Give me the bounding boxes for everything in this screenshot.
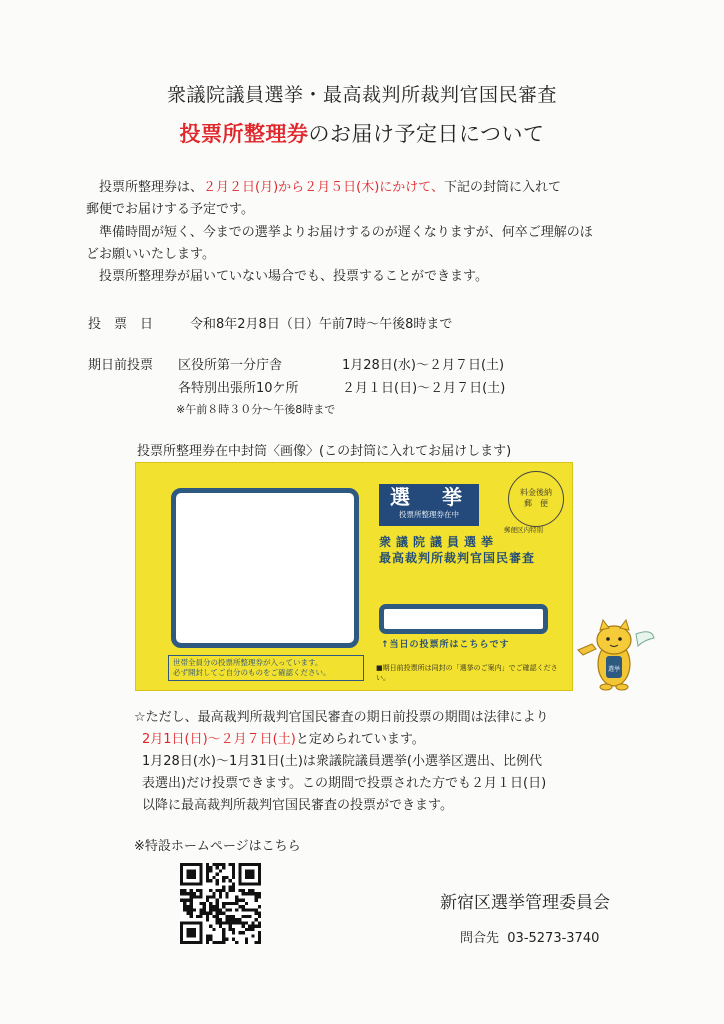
title-highlight: 投票所整理券 [179,122,309,146]
committee-name: 新宿区選挙管理委員会 [440,893,610,913]
envelope-note-line: 世帯全員分の投票所整理券が入っています。 [173,658,323,667]
envelope-window-small [379,604,548,634]
title-rest: のお届け予定日について [308,122,545,146]
envelope-bottom-note: ■期日前投票所は同封の「選挙のご案内」でご確認ください。 [376,664,558,682]
supreme-note-line: ☆ただし、最高裁判所裁判官国民審査の期日前投票の期間は法律により [134,710,549,725]
early-vote-label: 期日前投票 [88,358,154,373]
stamp-text: 料金後納 [520,488,552,497]
title-line-2 [0,118,724,148]
mascot-image [576,612,656,692]
postage-stamp-circle [508,471,564,527]
supreme-review-dates: 2月1日(日)～２月７日(土) [142,732,296,747]
intro-text: 郵便でお届けする予定です。 [86,202,254,217]
envelope-note-box [168,655,364,681]
supreme-court-note [134,707,674,817]
supreme-note-line: 表選出)だけ投票できます。この期間で投票された方でも２月１日(日) [142,776,547,791]
intro-text: 準備時間が短く、今までの選挙よりお届けするのが遅くなりますが、何卒ご理解のほ [99,225,593,240]
vote-day-value: 令和8年2月8日（日）午前7時～午後8時まで [190,317,453,332]
early-vote-location-1: 区役所第一分庁舎 [178,358,283,373]
intro-text: どお願いいたします。 [86,247,215,262]
stamp-subtext: 郵便区内特別 [504,526,543,534]
early-vote-hours-note: ※午前８時３０分～午後8時まで [176,403,336,416]
intro-text: 下記の封筒に入れて [444,180,562,195]
senkyo-label-box [379,484,479,526]
supreme-note-line: 1月28日(水)～1月31日(土)は衆議院議員選挙(小選挙区選出、比例代 [142,754,542,769]
intro-text: 投票所整理券は、 [99,180,204,195]
stamp-text: 郵 便 [524,499,548,508]
phone-number[interactable]: 03-5273-3740 [507,931,600,946]
delivery-dates: ２月２日(月)から２月５日(木)にかけて、 [203,180,445,195]
intro-paragraph-3 [86,266,646,288]
senkyo-title: 選 挙 [390,485,468,509]
contact-label: 問合先 [460,931,500,946]
supreme-note-text: と定められています。 [295,732,425,747]
title-line-1: 衆議院議員選挙・最高裁判所裁判官国民審査 [166,84,557,106]
envelope-review-name: 最高裁判所裁判官国民審査 [379,551,536,565]
intro-paragraph-1 [86,177,646,221]
envelope-caption: 投票所整理券在中封筒〈画像〉(この封筒に入れてお届けします) [137,444,512,459]
mascot-badge-text: 選挙 [607,666,621,673]
envelope-note-line: 必ず開封してご自分のものをご確認ください。 [173,668,331,677]
early-vote-dates-2: ２月１日(日)～２月７日(土) [342,381,506,396]
qr-code[interactable] [180,863,261,944]
contact-line [460,927,599,946]
intro-paragraph-2 [86,222,646,266]
envelope-image [135,462,573,691]
senkyo-subtitle: 投票所整理券在中 [399,510,459,519]
early-vote-location-2: 各特別出張所10ケ所 [178,381,299,396]
envelope-election-name: 衆議院議員選挙 [379,535,499,549]
homepage-label: ※特設ホームページはこちら [134,839,301,854]
envelope-arrow-text: ↑当日の投票所はこちらです [381,640,510,650]
intro-text: 投票所整理券が届いていない場合でも、投票することができます。 [99,269,488,284]
supreme-note-line: 以降に最高裁判所裁判官国民審査の投票ができます。 [142,798,453,813]
early-vote-dates-1: 1月28日(水)～２月７日(土) [342,358,505,373]
envelope-window-main [171,488,359,648]
vote-day-label: 投 票 日 [88,317,154,332]
